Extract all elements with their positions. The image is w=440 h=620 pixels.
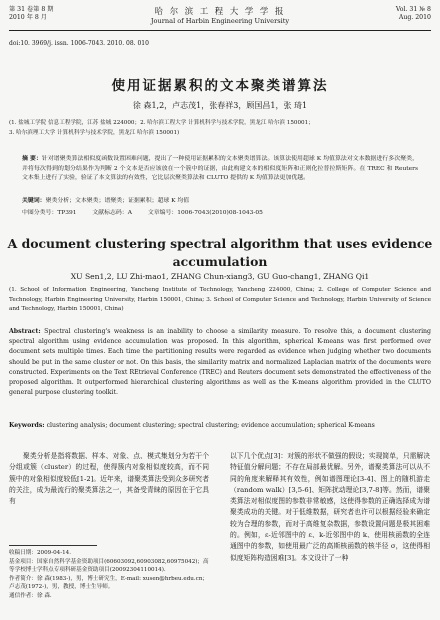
journal-header bbox=[9, 6, 431, 31]
footnote-bio: 作者简介：徐 森(1983-)，男，博士研究生，E-mail: xusen@hrbeu.edu.cn； bbox=[9, 575, 209, 582]
keywords-label-cn: 关键词： bbox=[22, 197, 46, 204]
authors-cn: 徐 森1,2，卢志茂1，张春祥3，顾国昌1，张 琦1 bbox=[132, 101, 308, 110]
footnote-divider bbox=[9, 545, 97, 546]
keywords-label-en: Keywords: bbox=[9, 422, 45, 429]
header-issue-cn: 第 31 卷第 8 期 bbox=[9, 6, 54, 13]
document-code: 文献标志码：A bbox=[92, 210, 132, 216]
abstract-text-cn: 针对谱聚类算法相似度函数设置困难问题，提出了一种使用证据累积的文本聚类谱算法。该算法使用超球 K 均值算法对文本数据进行多次聚类，并将每次得到的划分结果作为判断 2 个文本是否应该放在一个簇中的证据，由此构建文本的相似度矩阵和正则化拉普拉斯矩阵。在 TREC 和 Reuters 文本集上进行了实验，验证了本文算法的有效性，它比层次聚类算法和 CLUTO 提供的 K 均值算法更加优越。 bbox=[22, 156, 418, 182]
journal-name-cn: 哈 尔 滨 工 程 大 学 学 报 bbox=[154, 6, 286, 16]
affiliations-en: (1. School of Information Engineering, Yancheng Institute of Technology, Yancheng 224000, China; 2. College of Computer Science and Technology, Harbin Engineering University, Harbin 150001, China; 3. School of Computer Science and Technology, Harbin University of Science and Technology, Harbin 150001, China) bbox=[9, 287, 431, 313]
footnotes bbox=[9, 549, 214, 601]
footnote-received: 收稿日期：2009-04-14. bbox=[9, 550, 71, 556]
doi[interactable]: doi:10. 3969/j. issn. 1006-7043. 2010. 08. 010 bbox=[9, 40, 149, 47]
abstract-en bbox=[9, 327, 431, 398]
affiliations-cn bbox=[9, 118, 431, 138]
paper-title-cn: 使用证据累积的文本聚类谱算法 bbox=[111, 78, 329, 94]
footnote-fund: 基金项目：国家自然科学基金资助项目(60603092,60903082,60975042)；高等学校博士学科点专项科研基金资助项目(20092304110014). bbox=[9, 558, 209, 574]
header-issue-en: Vol. 31 № 8 bbox=[395, 6, 431, 13]
abstract-cn bbox=[22, 154, 418, 184]
keywords-text-en: clustering analysis; document clustering; spectral clustering; evidence accumulation; spherical K-means bbox=[46, 422, 375, 429]
abstract-text-en: Spectral clustering's weakness is an inability to choose a similarity measure. To resolve this, a document clustering spectral algorithm using evidence accumulation was proposed. In this algorithm, spherical K-means was first performed over document sets multiple times. Each time the partitioning results were regarded as evidence when judging whether two documents should be put in the same cluster or not. On this basis, the similarity matrix and normalized Laplacian matrix of the documents were constructed. Experiments on the Text REtrieval Conference (TREC) and Reuters document sets demonstrated the effectiveness of the proposed algorithm. It outperformed hierarchical clustering algorithms as well as the K-means algorithm provided in the CLUTO general purpose clustering toolkit. bbox=[9, 328, 431, 397]
body-paragraph: 聚类分析是指将数据、样本、对象、点、模式集划分为若干个分组或簇（cluster）的过程，使得簇内对象相似度较高，而不同簇中的对象相似度较低[1-2]。近年来，谱聚类算法受到众多研究者的关注，成为最流行的聚类算法之一，其备受青睐的原因在于它具有 bbox=[9, 452, 209, 506]
body-paragraph: 以下几个优点[3]：对簇的形状不做强的假设；实现简单，只需解决特征值分解问题；不存在局部最优解。另外，谱聚类算法可以从不同的角度来解释其有效性，例如谱图理论[3-4]、图上的随机游走（random walk）[3,5-6]、矩阵扰动理论[3,7-8]等。然而，谱聚类算法对相似度图的参数非常敏感，这使得参数的正确选择成为谱聚类成功的关键。对于低维数据，研究者也许可以根据经验来确定较为合理的参数，而对于高维复杂数据，参数设置问题是极其困难的。例如，ε-近邻图中的 ε、k-近邻图中的 k、使用核函数的全连通图中的参数，如使用最广泛的高斯核函数的核半径 σ，这使得相似度矩阵构造困难[3]。本文设计了一种 bbox=[230, 452, 430, 562]
footnote-corresponding: 通信作者：徐 森. bbox=[9, 592, 52, 599]
header-date-cn: 2010 年 8 月 bbox=[9, 14, 47, 21]
header-volume-right bbox=[396, 6, 431, 22]
affiliation-line: (1. 盐城工学院 信息工程学院，江苏 盐城 224000；2. 哈尔滨工程大学 计算机科学与技术学院，黑龙江 哈尔滨 150001； bbox=[9, 120, 314, 126]
classification-line bbox=[22, 209, 418, 219]
footnote-bio: 卢志茂(1972-)，男，教授，博士生导师。 bbox=[9, 584, 114, 591]
header-date-en: Aug. 2010 bbox=[398, 14, 431, 21]
keywords-en bbox=[9, 421, 431, 431]
paper-title-en: A document clustering spectral algorithm that uses evidence accumulation bbox=[7, 236, 433, 269]
body-column-left bbox=[9, 451, 209, 539]
authors-en: XU Sen1,2, LU Zhi-mao1, ZHANG Chun-xiang3, GU Guo-chang1, ZHANG Qi1 bbox=[70, 272, 370, 281]
abstract-label-en: Abstract: bbox=[9, 328, 41, 335]
keywords-cn bbox=[22, 196, 418, 207]
keywords-text-cn: 聚类分析；文本聚类；谱聚类；证据累积；超球 K 均值 bbox=[45, 198, 190, 204]
journal-name-en: Journal of Harbin Engineering University bbox=[150, 17, 290, 25]
affiliation-line: 3. 哈尔滨理工大学 计算机科学与技术学院，黑龙江 哈尔滨 150001) bbox=[9, 130, 180, 136]
abstract-label-cn: 摘 要： bbox=[22, 155, 42, 162]
body-column-right bbox=[230, 451, 430, 619]
clc-number: 中图分类号：TP391 bbox=[22, 210, 77, 216]
article-number: 文章编号：1006-7043(2010)08-1043-05 bbox=[147, 210, 263, 216]
